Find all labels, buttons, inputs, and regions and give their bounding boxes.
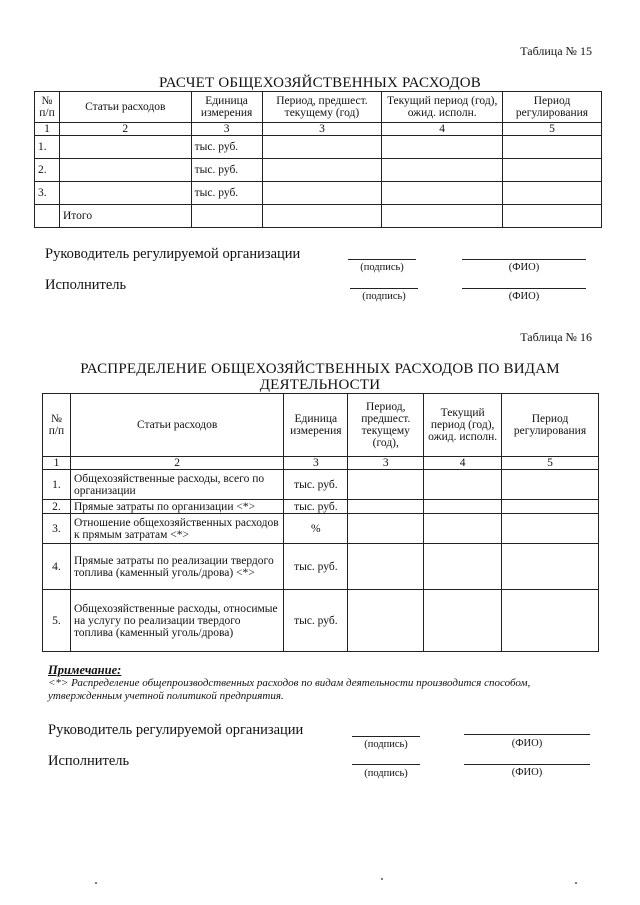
table-row (35, 159, 602, 182)
signature-caption: (подпись) (360, 262, 404, 273)
cell-current (382, 182, 503, 205)
cell-prev (348, 590, 424, 652)
cell-current (424, 544, 502, 590)
row-num: 1. (43, 470, 71, 500)
table16-label: Таблица № 16 (520, 330, 592, 344)
row-unit: тыс. руб. (284, 470, 348, 500)
fio-caption: (ФИО) (511, 738, 543, 749)
table15-colnum: 1 (35, 123, 60, 136)
table16 (42, 393, 599, 652)
table15-header-num: № п/п (35, 92, 60, 123)
row-unit: тыс. руб. (191, 159, 262, 182)
row-item: Прямые затраты по организации <*> (70, 500, 283, 514)
cell-prev (348, 544, 424, 590)
table16-header-prev: Период, предшест. текущему (год), (348, 394, 424, 457)
table15-header-unit: Единица измерения (191, 92, 262, 123)
table16-colnum: 5 (502, 457, 599, 470)
signature-line (348, 259, 416, 260)
row-unit: тыс. руб. (284, 500, 348, 514)
head-label: Руководитель регулируемой организации (45, 246, 301, 262)
row-unit: тыс. руб. (284, 590, 348, 652)
table-row (35, 136, 602, 159)
table16-colnum: 2 (70, 457, 283, 470)
signature-caption: (подпись) (364, 739, 408, 750)
row-num: 1. (35, 136, 60, 159)
cell-reg (502, 590, 599, 652)
table16-header-row (43, 394, 599, 457)
table16-colnum: 3 (348, 457, 424, 470)
table15-header-row (35, 92, 602, 123)
fio-line (464, 734, 590, 735)
table16-header-current: Текущий период (год), ожид. исполн. (424, 394, 502, 457)
row-item (59, 136, 191, 159)
signature-line (352, 764, 420, 765)
fio-line (464, 764, 590, 765)
scan-speck (381, 878, 383, 880)
row-item: Прямые затраты по реализации твердого топлива (каменный уголь/дрова) <*> (70, 544, 283, 590)
cell-prev (348, 500, 424, 514)
note-text: <*> Распределение общепроизводственных расходов по видам деятельности производится способом, утвержденным учетной политикой предприятия. (48, 677, 531, 702)
executor-label: Исполнитель (48, 753, 130, 769)
table15-colnum: 3 (191, 123, 262, 136)
scan-speck (575, 882, 577, 884)
signature-caption: (подпись) (364, 768, 408, 779)
cell-prev (348, 470, 424, 500)
row-num: 4. (43, 544, 71, 590)
cell-current (424, 590, 502, 652)
table15-colnum: 5 (503, 123, 602, 136)
row-item: Общехозяйственные расходы, всего по организации (70, 470, 283, 500)
fio-caption: (ФИО) (511, 767, 543, 778)
cell-current (424, 514, 502, 544)
table15-colnum: 3 (262, 123, 382, 136)
cell-prev (262, 136, 382, 159)
row-num: 2. (35, 159, 60, 182)
row-num: 5. (43, 590, 71, 652)
table16-colnum: 3 (284, 457, 348, 470)
row-unit: тыс. руб. (284, 544, 348, 590)
cell-reg (503, 136, 602, 159)
table16-title-line1: РАСПРЕДЕЛЕНИЕ ОБЩЕХОЗЯЙСТВЕННЫХ РАСХОДОВ ПО ВИДАМ (80, 361, 560, 377)
note-heading: Примечание: (48, 663, 122, 677)
row-item: Отношение общехозяйственных расходов к прямым затратам <*> (70, 514, 283, 544)
table15-title: РАСЧЕТ ОБЩЕХОЗЯЙСТВЕННЫХ РАСХОДОВ (158, 75, 481, 91)
executor-label: Исполнитель (45, 277, 127, 293)
fio-caption: (ФИО) (508, 291, 540, 302)
cell-prev (262, 205, 382, 228)
fio-line (462, 288, 586, 289)
cell-reg (503, 205, 602, 228)
head-label: Руководитель регулируемой организации (48, 722, 304, 738)
table15-header-items: Статьи расходов (59, 92, 191, 123)
table-row (35, 182, 602, 205)
table15-colnum-row (35, 123, 602, 136)
fio-caption: (ФИО) (508, 262, 540, 273)
table15-colnum: 2 (59, 123, 191, 136)
table15-label: Таблица № 15 (520, 44, 592, 58)
cell-prev (348, 514, 424, 544)
fio-line (462, 259, 586, 260)
table-row (43, 514, 599, 544)
cell-current (424, 470, 502, 500)
table15-header-current: Текущий период (год), ожид. исполн. (382, 92, 503, 123)
table16-colnum: 1 (43, 457, 71, 470)
signature-line (352, 736, 420, 737)
row-num: 3. (43, 514, 71, 544)
cell-prev (262, 159, 382, 182)
signature-line (350, 288, 418, 289)
table15-colnum: 4 (382, 123, 503, 136)
table16-header-items: Статьи расходов (70, 394, 283, 457)
scan-speck (95, 882, 97, 884)
row-num: 3. (35, 182, 60, 205)
cell-reg (502, 544, 599, 590)
table-row (43, 470, 599, 500)
signature-caption: (подпись) (362, 291, 406, 302)
table16-header-reg: Период регулирования (502, 394, 599, 457)
table16-colnum: 4 (424, 457, 502, 470)
table15-header-reg: Период регулирования (503, 92, 602, 123)
row-item-total: Итого (59, 205, 191, 228)
table-row (43, 500, 599, 514)
row-item (59, 182, 191, 205)
row-unit: тыс. руб. (191, 136, 262, 159)
table16-colnum-row (43, 457, 599, 470)
table16-header-num: № п/п (43, 394, 71, 457)
cell-current (382, 136, 503, 159)
table16-header-unit: Единица измерения (284, 394, 348, 457)
cell-reg (503, 182, 602, 205)
row-unit: тыс. руб. (191, 182, 262, 205)
table16-title-line2: ДЕЯТЕЛЬНОСТИ (259, 377, 381, 393)
cell-reg (502, 514, 599, 544)
table-row (43, 590, 599, 652)
table15 (34, 91, 602, 228)
row-num: 2. (43, 500, 71, 514)
cell-current (424, 500, 502, 514)
cell-reg (502, 470, 599, 500)
cell-reg (503, 159, 602, 182)
cell-current (382, 159, 503, 182)
row-item: Общехозяйственные расходы, относимые на услугу по реализации твердого топлива (каменный уголь/дрова) (70, 590, 283, 652)
row-num (35, 205, 60, 228)
cell-current (382, 205, 503, 228)
table-row-total (35, 205, 602, 228)
row-unit: % (284, 514, 348, 544)
cell-reg (502, 500, 599, 514)
row-unit (191, 205, 262, 228)
table15-header-prev: Период, предшест. текущему (год) (262, 92, 382, 123)
row-item (59, 159, 191, 182)
cell-prev (262, 182, 382, 205)
table-row (43, 544, 599, 590)
